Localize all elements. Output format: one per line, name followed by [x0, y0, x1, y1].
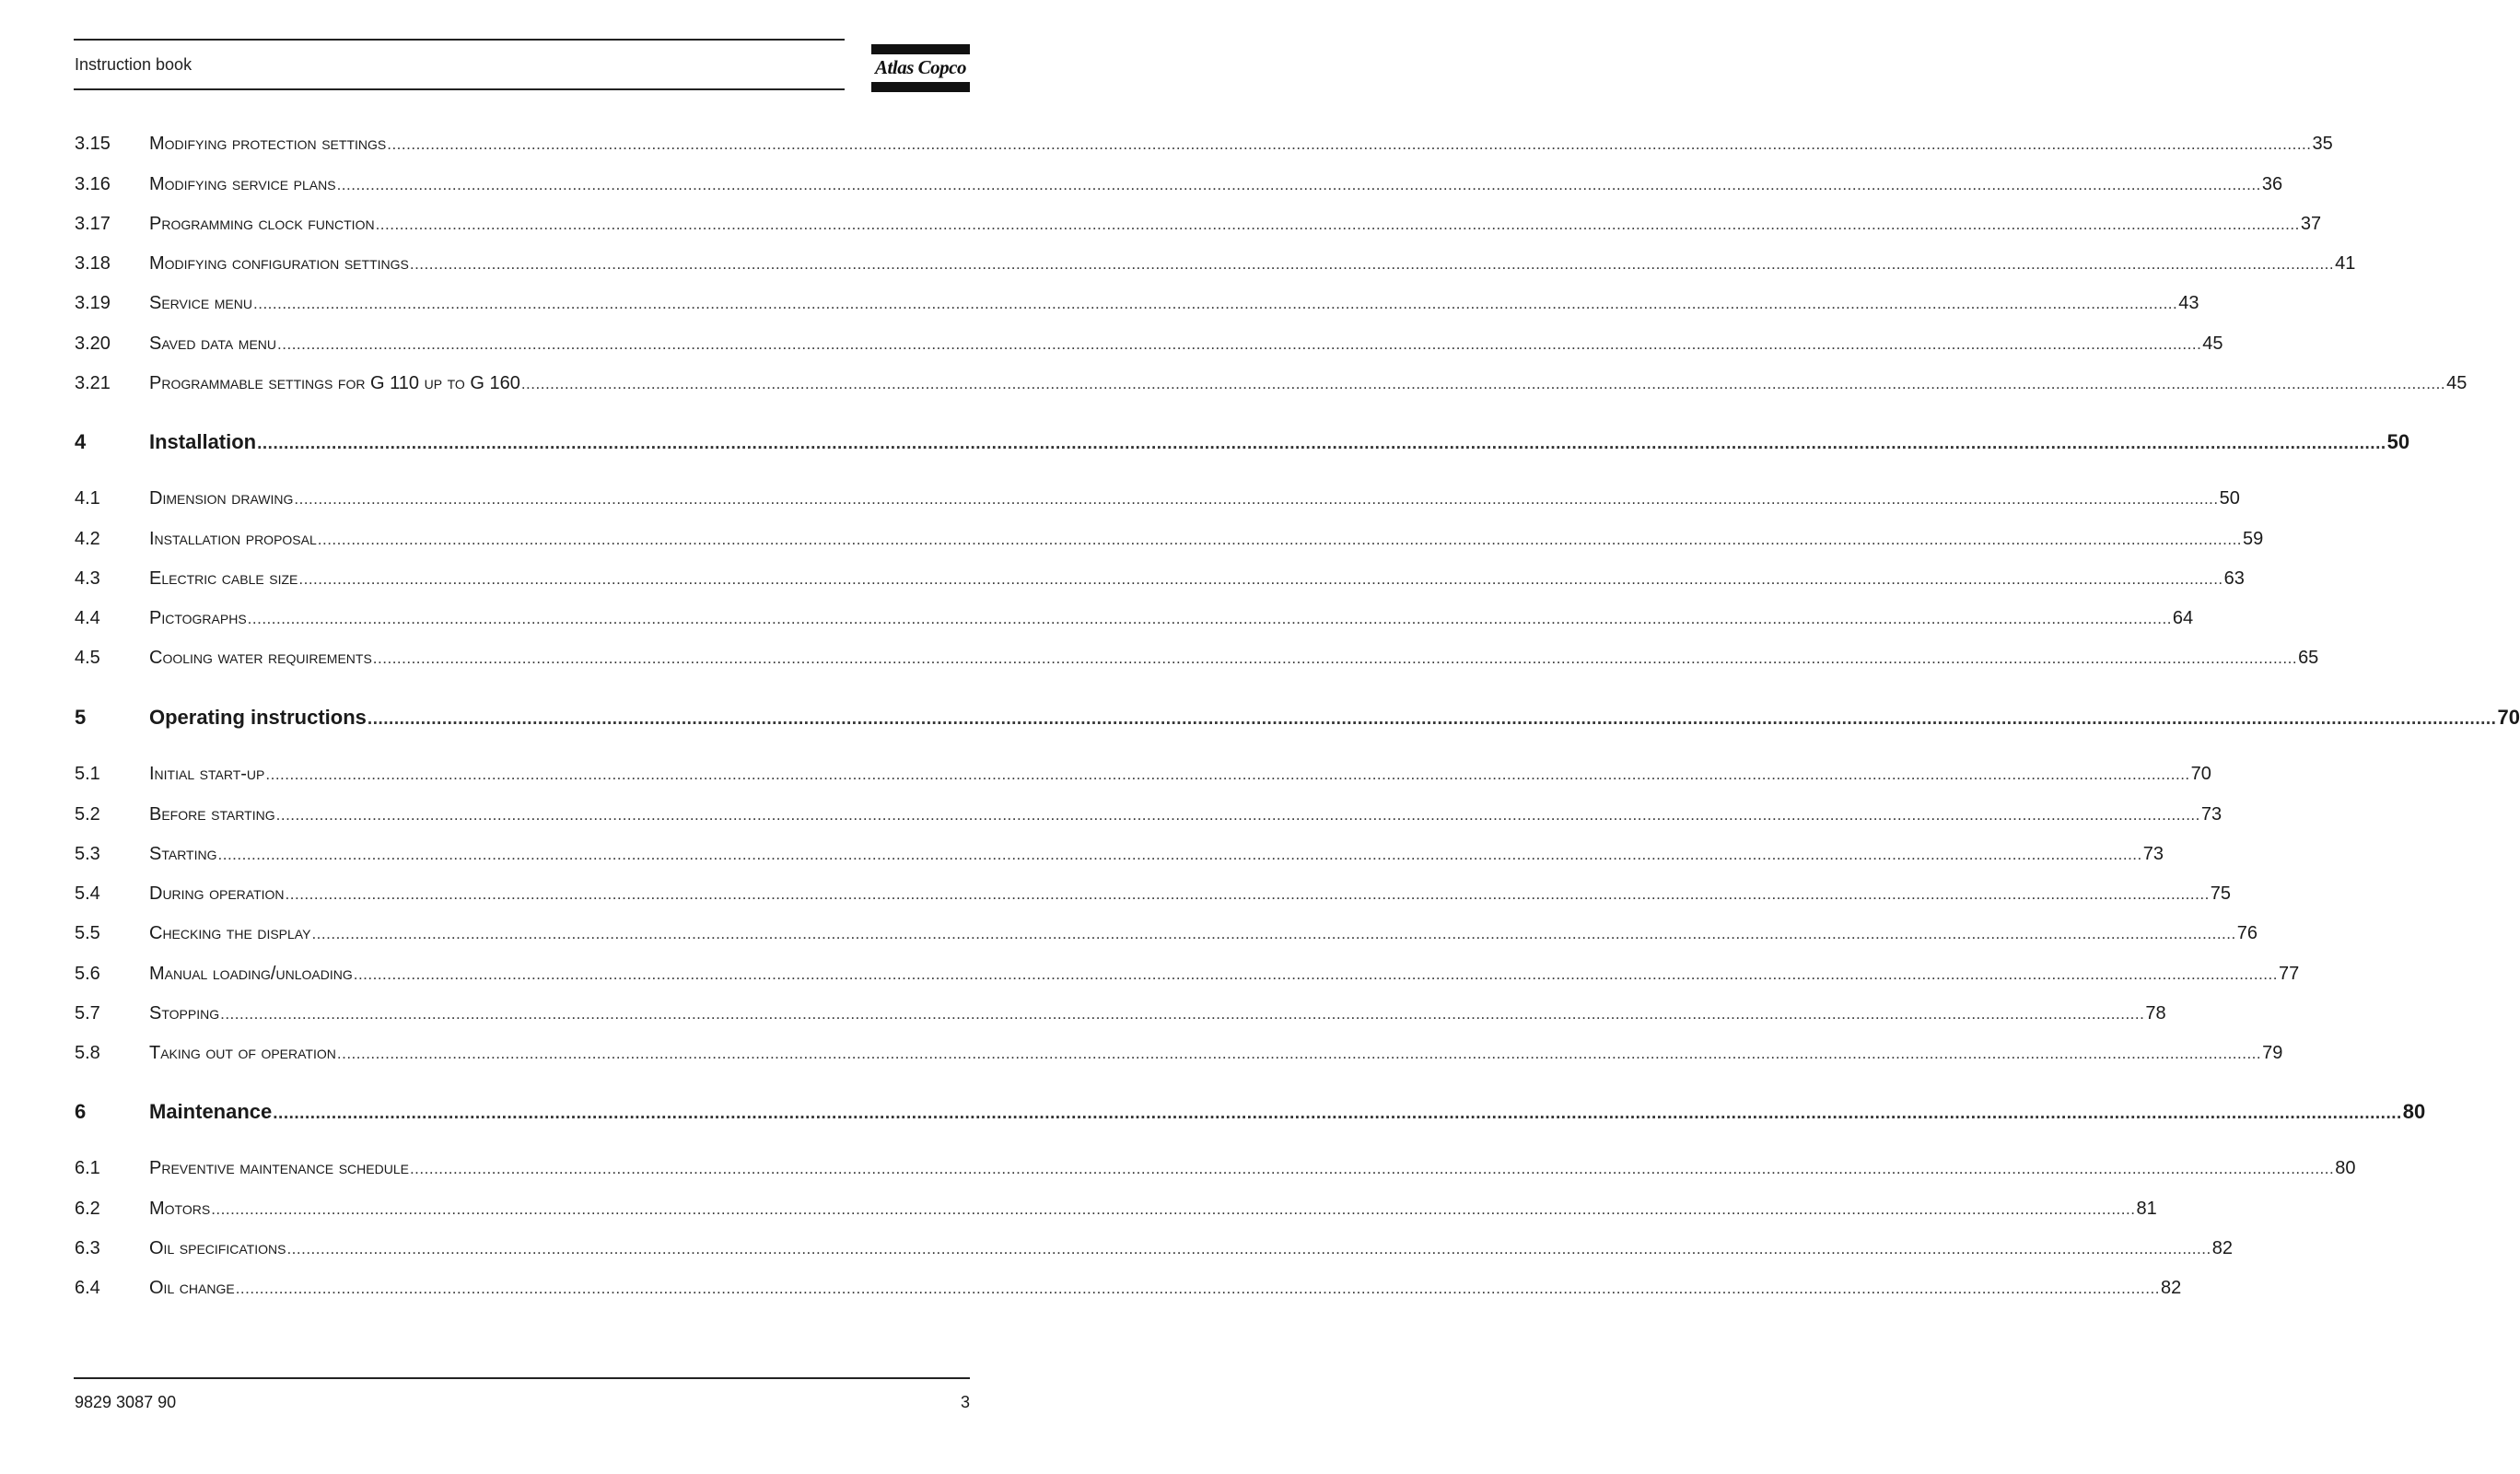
toc-section-entry[interactable]	[75, 648, 2319, 673]
toc-entry-title: Pictographs	[149, 608, 247, 628]
toc-entry-page: 35	[2312, 134, 2333, 154]
toc-entry-page: 79	[2262, 1043, 2283, 1063]
toc-entry-page: 82	[2211, 1238, 2233, 1258]
toc-entry-title: Preventive maintenance schedule	[149, 1158, 409, 1178]
toc-entry-title: Taking out of operation	[149, 1043, 336, 1063]
toc-entry-number: 4.2	[75, 529, 100, 549]
toc-entry-title: Modifying service plans	[149, 174, 336, 194]
toc-entry-number: 3.19	[75, 293, 111, 313]
toc-entry-number: 5.4	[75, 883, 100, 904]
toc-entry-number: 3.18	[75, 253, 111, 274]
toc-entry-page: 70	[2190, 764, 2211, 784]
toc-section-entry[interactable]	[75, 844, 2164, 870]
toc-entry-title: Before starting	[149, 804, 275, 825]
logo-top-bar	[871, 44, 970, 54]
toc-entry-page: 77	[2278, 964, 2300, 984]
toc-entry-title: Installation proposal	[149, 529, 317, 549]
toc-dot-leader: ................................................................................................................................................................................................................................................................................................................................................................................................................	[275, 806, 2200, 824]
toc-entry-number: 6.4	[75, 1278, 100, 1298]
atlas-copco-logo	[871, 44, 970, 92]
toc-dot-leader: ................................................................................................................................................................................................................................................................................................................................................................................................................	[367, 709, 2497, 729]
footer-rule	[74, 1377, 970, 1379]
toc-entry-page: 81	[2136, 1199, 2157, 1219]
toc-entry-number: 4.5	[75, 648, 100, 668]
toc-section-entry[interactable]	[75, 373, 2468, 399]
toc-dot-leader: ................................................................................................................................................................................................................................................................................................................................................................................................................	[298, 570, 2223, 588]
toc-entry-title: Service menu	[149, 293, 252, 313]
toc-section-entry[interactable]	[75, 1158, 2356, 1184]
toc-entry-page: 80	[2402, 1100, 2426, 1123]
toc-section-entry[interactable]	[75, 568, 2245, 594]
toc-dot-leader: ................................................................................................................................................................................................................................................................................................................................................................................................................	[409, 255, 2335, 273]
toc-section-entry[interactable]	[75, 333, 2223, 359]
toc-chapter-entry[interactable]	[75, 1100, 2426, 1126]
toc-entry-page: 65	[2298, 648, 2319, 668]
toc-dot-leader: ................................................................................................................................................................................................................................................................................................................................................................................................................	[247, 610, 2172, 627]
toc-entry-title: Dimension drawing	[149, 488, 294, 509]
toc-dot-leader: ................................................................................................................................................................................................................................................................................................................................................................................................................	[375, 216, 2300, 233]
toc-entry-title: Electric cable size	[149, 568, 298, 589]
toc-section-entry[interactable]	[75, 964, 2300, 989]
toc-dot-leader: ................................................................................................................................................................................................................................................................................................................................................................................................................	[336, 176, 2261, 193]
toc-entry-number: 3.17	[75, 214, 111, 234]
toc-entry-title: During operation	[149, 883, 285, 904]
toc-dot-leader: ................................................................................................................................................................................................................................................................................................................................................................................................................	[294, 490, 2219, 508]
toc-entry-title: Programming clock function	[149, 214, 375, 234]
toc-entry-page: 78	[2145, 1003, 2166, 1024]
toc-dot-leader: ................................................................................................................................................................................................................................................................................................................................................................................................................	[253, 295, 2178, 312]
toc-entry-page: 50	[2386, 430, 2410, 453]
toc-entry-number: 6.3	[75, 1238, 100, 1258]
toc-entry-page: 50	[2219, 488, 2240, 509]
toc-section-entry[interactable]	[75, 1003, 2166, 1029]
toc-entry-page: 45	[2446, 373, 2468, 393]
toc-entry-page: 43	[2178, 293, 2199, 313]
toc-entry-number: 4.1	[75, 488, 100, 509]
toc-entry-title: Checking the display	[149, 923, 311, 943]
toc-entry-title: Programmable settings for G 110 up to G 160	[149, 373, 520, 393]
header-top-rule	[74, 39, 845, 41]
toc-entry-page: 64	[2172, 608, 2194, 628]
toc-entry-number: 6.1	[75, 1158, 100, 1178]
toc-entry-number: 5.5	[75, 923, 100, 943]
toc-entry-title: Modifying protection settings	[149, 134, 387, 154]
toc-section-entry[interactable]	[75, 1238, 2233, 1264]
toc-dot-leader: ................................................................................................................................................................................................................................................................................................................................................................................................................	[286, 1240, 2211, 1258]
toc-chapter-entry[interactable]	[75, 706, 2520, 731]
toc-entry-number: 5.3	[75, 844, 100, 864]
toc-entry-page: 41	[2335, 253, 2356, 274]
toc-entry-title: Initial start-up	[149, 764, 265, 784]
toc-entry-number: 3.21	[75, 373, 111, 393]
toc-dot-leader: ................................................................................................................................................................................................................................................................................................................................................................................................................	[217, 846, 2142, 863]
toc-section-entry[interactable]	[75, 293, 2199, 319]
toc-entry-page: 37	[2300, 214, 2322, 234]
toc-section-entry[interactable]	[75, 134, 2333, 159]
toc-entry-number: 6.2	[75, 1199, 100, 1219]
toc-dot-leader: ................................................................................................................................................................................................................................................................................................................................................................................................................	[257, 434, 2386, 453]
toc-dot-leader: ................................................................................................................................................................................................................................................................................................................................................................................................................	[520, 375, 2446, 392]
logo-wordmark: Atlas Copco	[875, 56, 966, 78]
toc-entry-title: Starting	[149, 844, 217, 864]
toc-section-entry[interactable]	[75, 764, 2211, 790]
toc-entry-page: 73	[2142, 844, 2164, 864]
toc-section-entry[interactable]	[75, 804, 2222, 830]
toc-dot-leader: ................................................................................................................................................................................................................................................................................................................................................................................................................	[336, 1045, 2262, 1062]
toc-entry-number: 5.6	[75, 964, 100, 984]
toc-dot-leader: ................................................................................................................................................................................................................................................................................................................................................................................................................	[285, 885, 2210, 903]
toc-entry-page: 70	[2497, 706, 2520, 729]
toc-entry-title: Operating instructions	[149, 706, 367, 729]
toc-entry-title: Modifying configuration settings	[149, 253, 409, 274]
toc-dot-leader: ................................................................................................................................................................................................................................................................................................................................................................................................................	[265, 766, 2190, 783]
toc-entry-title: Installation	[149, 430, 257, 453]
toc-entry-number: 3.15	[75, 134, 111, 154]
toc-entry-number: 6	[75, 1100, 87, 1123]
toc-entry-number: 5.2	[75, 804, 100, 825]
toc-entry-number: 4	[75, 430, 87, 453]
toc-entry-page: 82	[2160, 1278, 2182, 1298]
toc-chapter-entry[interactable]	[75, 430, 2410, 456]
toc-entry-number: 4.3	[75, 568, 100, 589]
toc-dot-leader: ................................................................................................................................................................................................................................................................................................................................................................................................................	[409, 1160, 2335, 1177]
toc-entry-title: Motors	[149, 1199, 211, 1219]
toc-entry-page: 80	[2335, 1158, 2356, 1178]
toc-entry-number: 4.4	[75, 608, 100, 628]
toc-entry-number: 5.1	[75, 764, 100, 784]
toc-entry-number: 5.7	[75, 1003, 100, 1024]
toc-entry-title: Cooling water requirements	[149, 648, 372, 668]
toc-section-entry[interactable]	[75, 488, 2240, 514]
toc-entry-title: Maintenance	[149, 1100, 273, 1123]
toc-section-entry[interactable]	[75, 214, 2322, 240]
toc-section-entry[interactable]	[75, 529, 2264, 555]
toc-entry-title: Saved data menu	[149, 333, 277, 354]
toc-entry-page: 45	[2202, 333, 2223, 354]
toc-dot-leader: ................................................................................................................................................................................................................................................................................................................................................................................................................	[235, 1280, 2160, 1297]
toc-entry-number: 5	[75, 706, 87, 729]
toc-entry-title: Oil change	[149, 1278, 235, 1298]
toc-entry-title: Manual loading/unloading	[149, 964, 353, 984]
document-number: 9829 3087 90	[75, 1393, 177, 1411]
toc-entry-page: 76	[2236, 923, 2258, 943]
toc-section-entry[interactable]	[75, 923, 2258, 949]
toc-dot-leader: ................................................................................................................................................................................................................................................................................................................................................................................................................	[277, 335, 2202, 353]
toc-dot-leader: ................................................................................................................................................................................................................................................................................................................................................................................................................	[387, 135, 2312, 153]
toc-section-entry[interactable]	[75, 174, 2283, 200]
toc-dot-leader: ................................................................................................................................................................................................................................................................................................................................................................................................................	[220, 1005, 2145, 1023]
toc-section-entry[interactable]	[75, 253, 2356, 279]
toc-entry-number: 3.16	[75, 174, 111, 194]
toc-section-entry[interactable]	[75, 1043, 2283, 1069]
toc-entry-page: 63	[2223, 568, 2245, 589]
toc-entry-page: 59	[2243, 529, 2264, 549]
toc-dot-leader: ................................................................................................................................................................................................................................................................................................................................................................................................................	[273, 1104, 2402, 1123]
header-title: Instruction book	[75, 55, 192, 74]
page-number: 3	[960, 1393, 970, 1411]
toc-entry-number: 5.8	[75, 1043, 100, 1063]
toc-entry-page: 75	[2210, 883, 2232, 904]
toc-section-entry[interactable]	[75, 1278, 2182, 1304]
toc-entry-number: 3.20	[75, 333, 111, 354]
toc-dot-leader: ................................................................................................................................................................................................................................................................................................................................................................................................................	[317, 531, 2243, 548]
toc-dot-leader: ................................................................................................................................................................................................................................................................................................................................................................................................................	[353, 965, 2278, 983]
toc-entry-page: 73	[2200, 804, 2222, 825]
toc-entry-title: Oil specifications	[149, 1238, 286, 1258]
toc-dot-leader: ................................................................................................................................................................................................................................................................................................................................................................................................................	[211, 1200, 2136, 1218]
toc-dot-leader: ................................................................................................................................................................................................................................................................................................................................................................................................................	[372, 649, 2298, 667]
toc-section-entry[interactable]	[75, 1199, 2157, 1224]
toc-section-entry[interactable]	[75, 608, 2194, 634]
toc-section-entry[interactable]	[75, 883, 2232, 909]
toc-entry-title: Stopping	[149, 1003, 220, 1024]
toc-dot-leader: ................................................................................................................................................................................................................................................................................................................................................................................................................	[311, 925, 2236, 942]
toc-entry-page: 36	[2261, 174, 2283, 194]
logo-bottom-bar	[871, 82, 970, 92]
header-bottom-rule	[74, 88, 845, 90]
